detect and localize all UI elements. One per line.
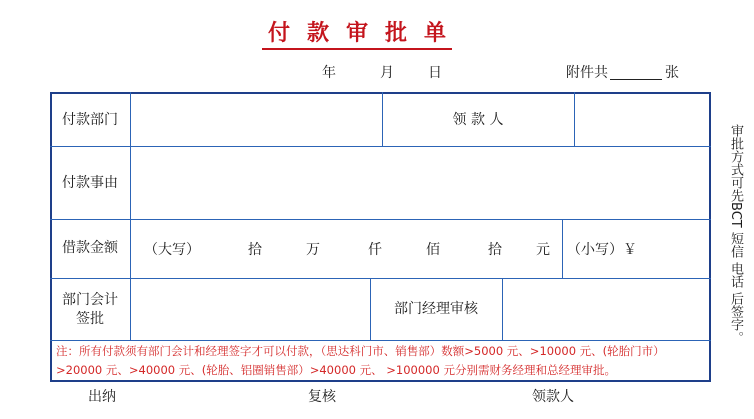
- accountant-label-line2: 签批: [76, 311, 104, 327]
- amount-lower-label: （小写）￥: [567, 242, 637, 258]
- amount-unit: 佰: [426, 242, 440, 258]
- manager-sign-field[interactable]: [503, 279, 709, 339]
- dept-label: 付款部门: [62, 112, 118, 128]
- attachment-count-field[interactable]: [610, 79, 662, 80]
- amount-unit: 拾: [488, 242, 502, 258]
- side-note: 审批方式可先BCT 短信 电话 后签字。: [728, 124, 743, 345]
- col-divider: [562, 219, 563, 278]
- title-char: 单: [423, 20, 446, 46]
- title-char: 款: [306, 20, 329, 46]
- form-title: [262, 14, 452, 50]
- year-label: 年: [322, 65, 336, 81]
- amount-upper-field[interactable]: [131, 220, 561, 277]
- amount-lower-field[interactable]: [640, 220, 709, 277]
- reason-label: 付款事由: [62, 175, 118, 191]
- title-char: 批: [384, 20, 407, 46]
- accountant-sign-field[interactable]: [131, 279, 369, 339]
- amount-label: 借款金额: [62, 240, 118, 256]
- reason-field[interactable]: [131, 147, 709, 218]
- amount-unit: 万: [306, 242, 320, 258]
- row-divider: [50, 340, 711, 341]
- title-char: 审: [345, 20, 368, 46]
- amount-unit: 仟: [368, 242, 382, 258]
- cashier-label: 出纳: [88, 389, 116, 405]
- amount-unit: 元: [536, 242, 550, 258]
- amount-unit: 拾: [248, 242, 262, 258]
- day-label: 日: [428, 65, 442, 81]
- reviewer-label: 复核: [308, 389, 336, 405]
- attachment-suffix: 张: [665, 65, 679, 81]
- payee-label: 领 款 人: [452, 112, 504, 128]
- approval-note: 注：所有付款须有部门会计和经理签字才可以付款，（思达科门市、销售部）数额>5000 元、>10000 元、(轮胎门市）>20000 元、>40000 元、(轮胎、铝圈销售部）>40000 元、 >100000 元分别需财务经理和总经理审批。: [56, 344, 665, 377]
- manager-label: 部门经理审核: [394, 301, 478, 317]
- amount-upper-label: （大写）: [144, 242, 200, 258]
- attachment-prefix: 附件共: [566, 65, 608, 81]
- accountant-label-line1: 部门会计: [62, 292, 118, 308]
- month-label: 月: [380, 65, 394, 81]
- receiver-label: 领款人: [532, 389, 574, 405]
- dept-field[interactable]: [131, 93, 381, 145]
- title-char: 付: [268, 20, 291, 46]
- payee-field[interactable]: [575, 93, 709, 145]
